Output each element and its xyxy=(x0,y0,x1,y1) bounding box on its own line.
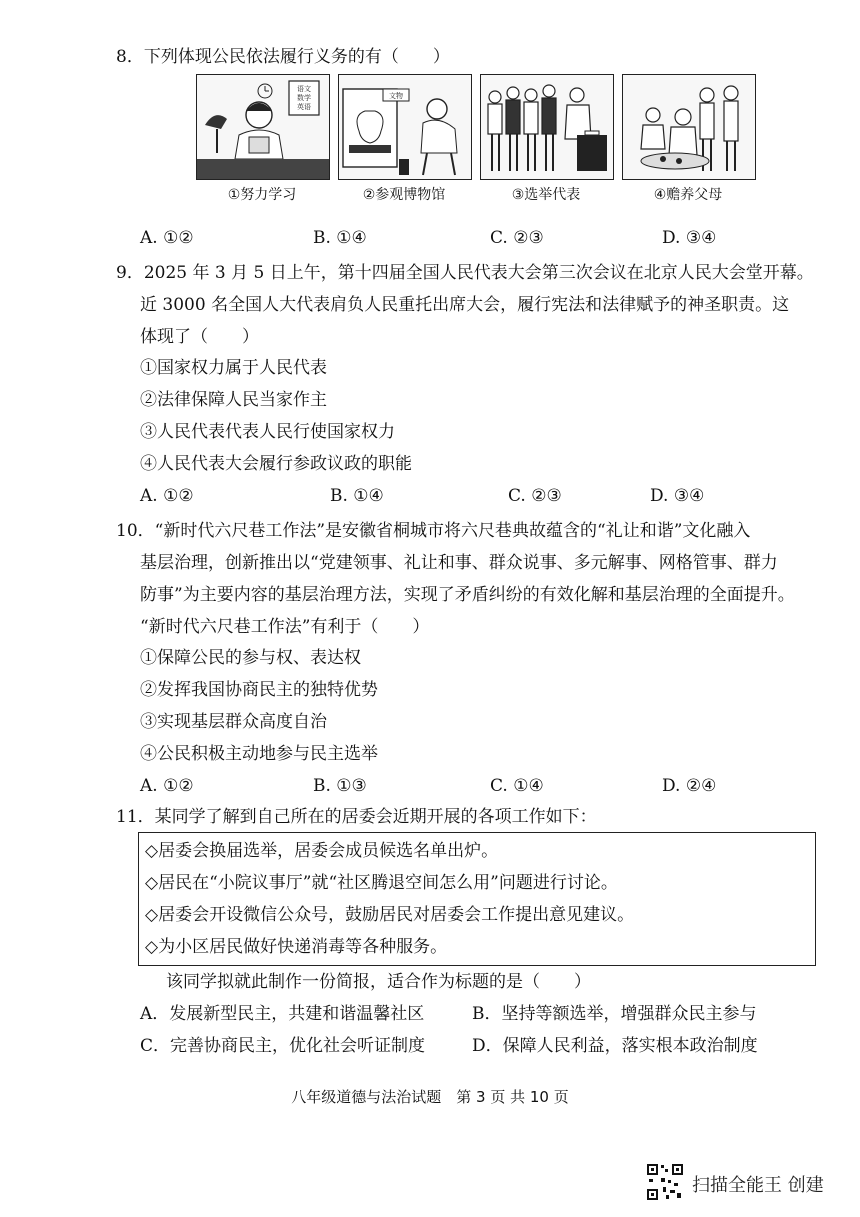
q10-option-b[interactable]: B. ①③ xyxy=(313,776,367,796)
q8-option-d[interactable]: D. ③④ xyxy=(662,228,717,248)
q10-stem-line-3: 防事”为主要内容的基层治理方法，实现了矛盾纠纷的有效化解和基层治理的全面提升。 xyxy=(140,585,795,605)
q11-box-item-2: ◇居民在“小院议事厅”就“社区腾退空间怎么用”问题进行讨论。 xyxy=(145,873,618,893)
q10-stem-line-4: “新时代六尺巷工作法”有利于（ ） xyxy=(140,617,430,637)
q10-stem-line-1: 10．“新时代六尺巷工作法”是安徽省桐城市将六尺巷典故蕴含的“礼让和谐”文化融入 xyxy=(116,521,751,541)
q9-statement-2: ②法律保障人民当家作主 xyxy=(140,390,327,410)
q10-statement-2: ②发挥我国协商民主的独特优势 xyxy=(140,680,378,700)
q9-option-d[interactable]: D. ③④ xyxy=(650,486,705,506)
q11-box-item-3: ◇居委会开设微信公众号，鼓励居民对居委会工作提出意见建议。 xyxy=(145,905,635,925)
q8-option-a[interactable]: A. ①② xyxy=(140,228,194,248)
q9-statement-3: ③人民代表代表人民行使国家权力 xyxy=(140,422,395,442)
q10-option-a[interactable]: A. ①② xyxy=(140,776,194,796)
q9-option-a[interactable]: A. ①② xyxy=(140,486,194,506)
q10-statement-1: ①保障公民的参与权、表达权 xyxy=(140,648,361,668)
q11-follow-up: 该同学拟就此制作一份简报，适合作为标题的是（ ） xyxy=(166,972,591,992)
q11-option-d[interactable]: D．保障人民利益，落实根本政治制度 xyxy=(472,1036,758,1056)
q11-box-item-1: ◇居委会换届选举，居委会成员候选名单出炉。 xyxy=(145,841,499,861)
q8-sign-text: 数学 xyxy=(297,94,311,102)
q9-statement-4: ④人民代表大会履行参政议政的职能 xyxy=(140,454,412,474)
q10-stem-line-2: 基层治理，创新推出以“党建领事、礼让和事、群众说事、多元解事、网格管事、群力 xyxy=(140,553,778,573)
q9-statement-1: ①国家权力属于人民代表 xyxy=(140,358,327,378)
q8-picture-strip xyxy=(196,74,756,206)
q11-option-b[interactable]: B．坚持等额选举，增强群众民主参与 xyxy=(472,1004,757,1024)
q8-sign-text: 语文 xyxy=(297,85,311,93)
q9-stem-line-1: 9．2025 年 3 月 5 日上午，第十四届全国人民代表大会第三次会议在北京人民大会堂开幕。 xyxy=(116,263,814,283)
q10-option-d[interactable]: D. ②④ xyxy=(662,776,717,796)
q10-option-c[interactable]: C. ①④ xyxy=(490,776,544,796)
q11-info-box xyxy=(138,832,816,966)
scanner-stamp xyxy=(646,1163,846,1203)
q8-caption-1: ①努力学习 xyxy=(227,187,297,203)
q11-option-c[interactable]: C．完善协商民主，优化社会听证制度 xyxy=(140,1036,426,1056)
q8-sign-text: 文物 xyxy=(389,92,403,100)
q9-option-b[interactable]: B. ①④ xyxy=(330,486,384,506)
q8-option-b[interactable]: B. ①④ xyxy=(313,228,367,248)
q8-stem: 8．下列体现公民依法履行义务的有（ ） xyxy=(116,47,450,67)
q8-sign-text: 英语 xyxy=(297,103,311,111)
q9-stem-line-3: 体现了（ ） xyxy=(140,327,259,347)
elder-care-icon xyxy=(622,74,756,180)
q10-statement-4: ④公民积极主动地参与民主选举 xyxy=(140,744,378,764)
q8-caption-4: ④赡养父母 xyxy=(653,187,723,203)
q9-stem-line-2: 近 3000 名全国人大代表肩负人民重托出席大会，履行宪法和法律赋予的神圣职责。这 xyxy=(140,295,790,315)
q8-caption-3: ③选举代表 xyxy=(511,187,581,203)
voting-queue-icon xyxy=(480,74,614,180)
museum-visitor-icon xyxy=(338,74,472,180)
q10-statement-3: ③实现基层群众高度自治 xyxy=(140,712,327,732)
q9-option-c[interactable]: C. ②③ xyxy=(508,486,562,506)
qr-code-icon xyxy=(646,1163,684,1201)
q11-box-item-4: ◇为小区居民做好快递消毒等各种服务。 xyxy=(145,937,448,957)
page-footer: 八年级道德与法治试题 第 3 页 共 10 页 xyxy=(291,1088,569,1106)
q8-caption-2: ②参观博物馆 xyxy=(362,187,446,203)
scanner-label: 扫描全能王 创建 xyxy=(692,1175,824,1196)
studying-student-icon xyxy=(196,74,330,180)
q11-option-a[interactable]: A．发展新型民主，共建和谐温馨社区 xyxy=(140,1004,425,1024)
q8-option-c[interactable]: C. ②③ xyxy=(490,228,544,248)
q11-stem: 11．某同学了解到自己所在的居委会近期开展的各项工作如下： xyxy=(116,807,597,827)
